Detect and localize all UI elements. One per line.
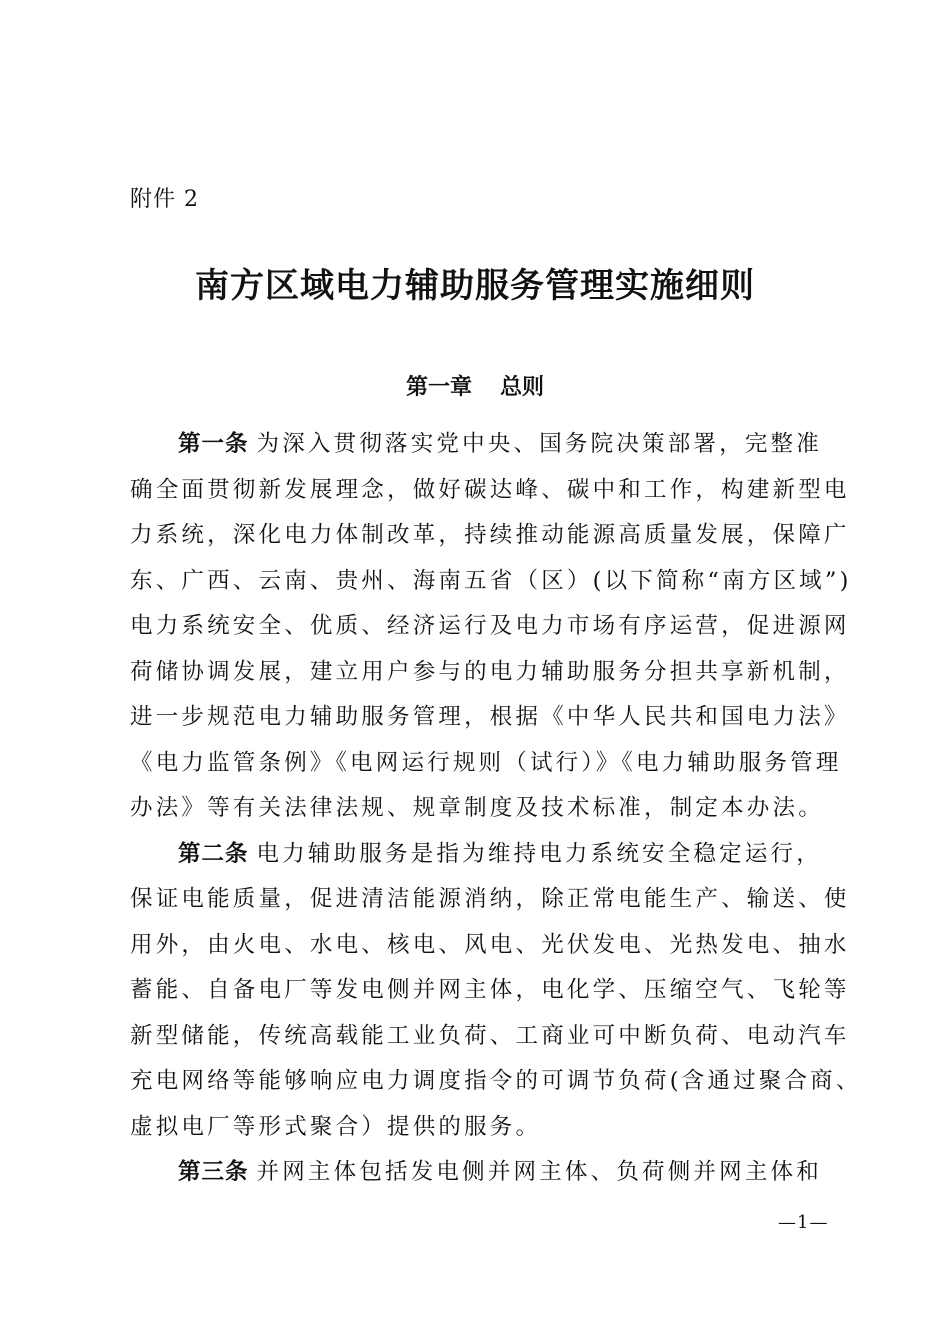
article-first-line (130, 1150, 830, 1196)
text-line: 力系统，深化电力体制改革，持续推动能源高质量发展，保障广 (130, 522, 850, 548)
text-line: 为深入贯彻落实党中央、国务院决策部署，完整准 (256, 431, 822, 457)
text-line: 用外，由火电、水电、核电、风电、光伏发电、光热发电、抽水 (130, 931, 850, 958)
text-line: 保证电能质量，促进清洁能源消纳，除正常电能生产、输送、使 (130, 886, 850, 912)
text-line: 进一步规范电力辅助服务管理，根据《中华人民共和国电力法》 (130, 704, 850, 730)
text-line: 荷储协调发展，建立用户参与的电力辅助服务分担共享新机制， (130, 658, 850, 685)
document-title: 南方区域电力辅助服务管理实施细则 (195, 266, 755, 306)
article-heading: 第一条 (178, 431, 249, 457)
text-line: 虚拟电厂等形式聚合）提供的服务。 (130, 1113, 542, 1140)
article-heading: 第三条 (178, 1159, 249, 1185)
text-line: 新型储能，传统高载能工业负荷、工商业可中断负荷、电动汽车 (130, 1022, 850, 1049)
page-number: —1— (778, 1212, 829, 1233)
text-line: 电力系统安全、优质、经济运行及电力市场有序运营，促进源网 (130, 613, 850, 639)
chapter-name: 总则 (500, 375, 545, 400)
text-line: 蓄能、自备电厂等发电侧并网主体，电化学、压缩空气、飞轮等 (130, 977, 850, 1003)
text-line: 东、广西、云南、贵州、海南五省（区）(以下简称“南方区域”) (130, 567, 852, 594)
document-body (130, 422, 862, 1196)
article (130, 832, 862, 1151)
article (130, 422, 852, 832)
article-heading: 第二条 (178, 840, 249, 867)
attachment-label: 附件 2 (130, 187, 199, 212)
article-first-line (130, 422, 830, 468)
text-line: 电力辅助服务是指为维持电力系统安全稳定运行， (256, 840, 822, 867)
text-line: 并网主体包括发电侧并网主体、负荷侧并网主体和 (256, 1159, 822, 1185)
article-first-line (130, 832, 830, 878)
article (130, 1150, 830, 1196)
text-line: 《电力监管条例》《电网运行规则（试行）》《电力辅助服务管理 (130, 749, 842, 776)
chapter-number: 第一章 (405, 375, 472, 400)
chapter-heading (0, 370, 950, 401)
text-line: 办法》等有关法律法规、规章制度及技术标准，制定本办法。 (130, 795, 824, 821)
text-line: 确全面贯彻新发展理念，做好碳达峰、碳中和工作，构建新型电 (130, 476, 850, 503)
text-line: 充电网络等能够响应电力调度指令的可调节负荷(含通过聚合商、 (130, 1068, 862, 1094)
